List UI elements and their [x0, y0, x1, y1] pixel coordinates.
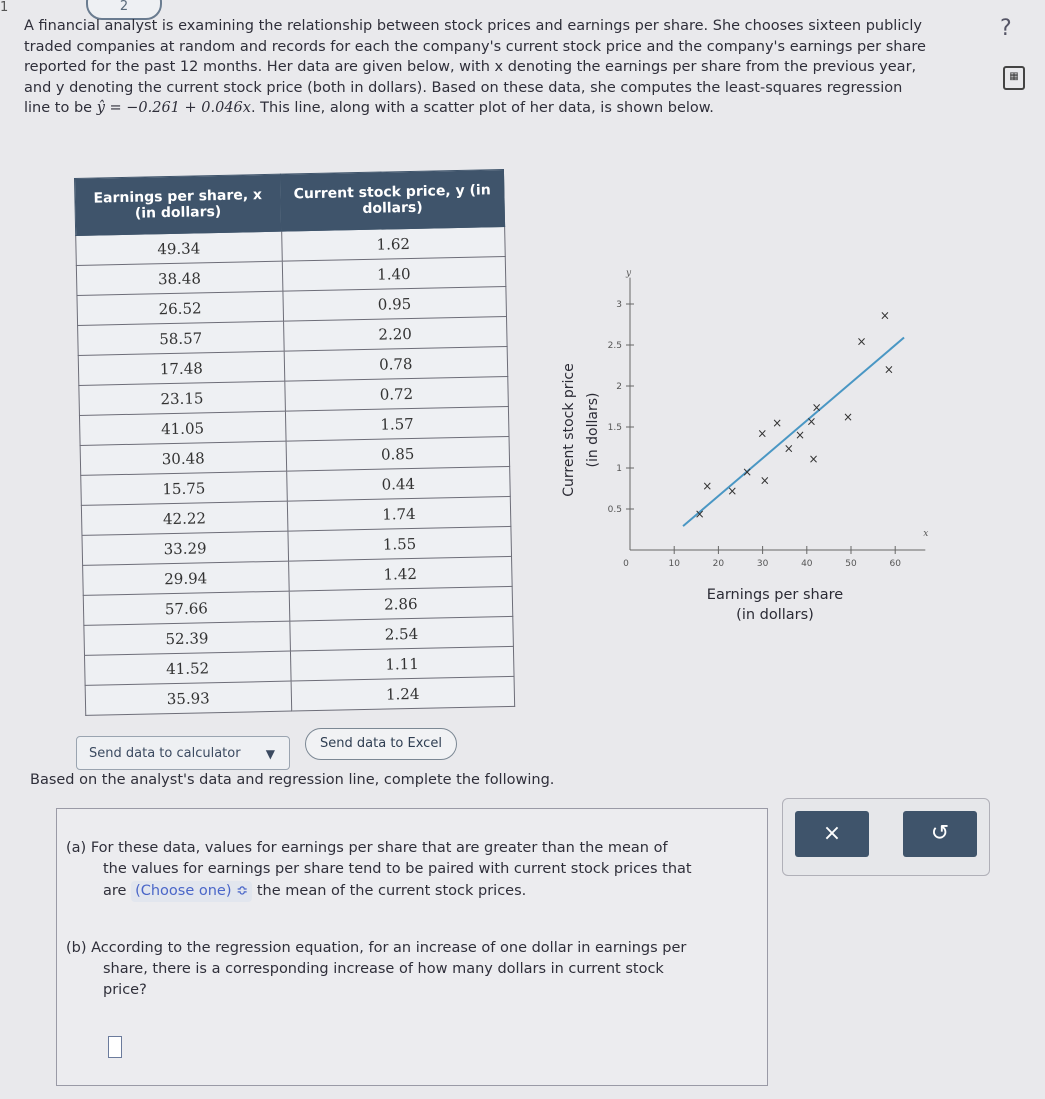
x-axis-symbol: x — [923, 529, 929, 539]
intro-text: . This line, along with a scatter plot of her data, is shown below. — [250, 100, 714, 116]
chevron-down-icon: ▼ — [265, 747, 275, 761]
stock-price-cell: 2.54 — [289, 616, 513, 651]
earnings-cell: 42.22 — [81, 501, 287, 535]
data-point: × — [811, 400, 822, 415]
stock-price-cell: 1.11 — [290, 646, 514, 681]
data-point: × — [702, 479, 713, 494]
earnings-cell: 26.52 — [77, 291, 283, 325]
stock-price-cell: 1.42 — [288, 556, 512, 591]
question-a-text: are — [103, 883, 127, 899]
earnings-cell: 29.94 — [83, 561, 289, 595]
question-a-text: the values for earnings per share tend to be paired with current stock prices that — [103, 861, 692, 877]
stock-price-cell: 1.24 — [291, 676, 515, 711]
data-point: × — [806, 414, 817, 429]
intro-line — [24, 98, 954, 119]
question-a-label: (a) — [66, 840, 87, 856]
earnings-cell: 33.29 — [82, 531, 288, 565]
data-point: × — [727, 483, 738, 498]
stock-price-cell: 1.55 — [288, 526, 512, 561]
stock-price-cell: 0.95 — [283, 286, 507, 321]
question-a-text: the mean of the current stock prices. — [256, 883, 527, 899]
y-axis-symbol: y — [626, 268, 632, 279]
intro-line: and y denoting the current stock price (both in dollars). Based on these data, she computes the least-squares regression — [24, 79, 903, 96]
earnings-cell: 49.34 — [76, 231, 282, 265]
scatter-plot — [600, 260, 945, 580]
data-point: × — [783, 441, 794, 456]
question-b — [66, 938, 756, 1001]
y-axis-title-line2: (in dollars) — [585, 392, 601, 468]
question-b-label: (b) — [66, 940, 87, 956]
y-tick-label: 3 — [616, 300, 622, 310]
question-b-text: According to the regression equation, for an increase of one dollar in earnings per — [91, 940, 687, 956]
step-pill-button[interactable]: 2 — [86, 0, 162, 20]
data-point: × — [772, 415, 783, 430]
data-point: × — [795, 428, 806, 443]
x-tick-label: 50 — [845, 559, 857, 569]
stock-price-cell: 0.72 — [284, 376, 508, 411]
send-calc-label: Send data to calculator — [89, 746, 241, 761]
intro-line: traded companies at random and records for each the company's current stock price and the company's earnings per share — [24, 38, 926, 55]
x-axis-title-line2: (in dollars) — [736, 607, 814, 623]
y-tick-label: 1.5 — [607, 423, 622, 433]
regression-line — [683, 338, 904, 527]
data-table — [74, 169, 515, 716]
data-point: × — [843, 410, 854, 425]
help-icon[interactable]: ? — [1000, 16, 1012, 41]
instructions: Based on the analyst's data and regression line, complete the following. — [30, 772, 555, 788]
problem-statement — [24, 16, 954, 119]
regression-equation: ŷ = −0.261 + 0.046x — [96, 100, 251, 116]
stock-price-cell: 1.62 — [281, 226, 505, 261]
x-tick-label: 10 — [668, 559, 680, 569]
calculator-icon[interactable]: ▦ — [1003, 66, 1025, 90]
y-tick-label: 1 — [616, 464, 622, 474]
x-tick-label: 20 — [712, 559, 725, 569]
y-tick-label: 2 — [616, 382, 622, 392]
intro-line: A financial analyst is examining the relationship between stock prices and earnings per share. She chooses sixteen publicly — [24, 18, 922, 34]
stock-price-cell: 1.57 — [285, 406, 509, 441]
data-point: × — [742, 465, 753, 480]
earnings-cell: 41.05 — [79, 411, 285, 445]
earnings-cell: 38.48 — [76, 261, 282, 295]
stock-price-cell: 1.40 — [282, 256, 506, 291]
answer-controls — [782, 798, 990, 876]
x-tick-label: 30 — [756, 559, 769, 569]
x-tick-label: 40 — [801, 559, 813, 569]
intro-text: line to be — [24, 100, 97, 116]
y-axis-title — [542, 362, 601, 512]
header-stock-price: Current stock price, y (in dollars) — [280, 170, 505, 232]
data-point: × — [883, 362, 894, 377]
x-axis-title — [690, 585, 860, 625]
data-point: × — [879, 308, 890, 323]
question-a — [66, 838, 756, 902]
data-point: × — [808, 451, 819, 466]
question-a-text: For these data, values for earnings per share that are greater than the mean of — [90, 840, 668, 856]
y-axis-title-line1: Current stock price — [561, 363, 577, 497]
earnings-cell: 17.48 — [78, 351, 284, 385]
earnings-cell: 58.57 — [78, 321, 284, 355]
stock-price-cell: 2.20 — [283, 316, 507, 351]
stock-price-cell: 0.78 — [284, 346, 508, 381]
send-to-excel-button[interactable]: Send data to Excel — [305, 728, 457, 760]
send-to-calculator-button[interactable] — [76, 736, 290, 770]
y-tick-label: 2.5 — [607, 341, 622, 351]
stock-price-cell: 0.44 — [286, 466, 510, 501]
data-point: × — [759, 473, 770, 488]
choose-one-select[interactable]: (Choose one) ≎ — [131, 881, 252, 902]
clear-button[interactable]: × — [795, 811, 869, 857]
data-point: × — [694, 506, 705, 521]
earnings-cell: 15.75 — [81, 471, 287, 505]
data-point: × — [757, 426, 768, 441]
earnings-cell: 23.15 — [79, 381, 285, 415]
question-b-text: price? — [103, 982, 147, 998]
answer-input[interactable] — [108, 1036, 122, 1058]
step-indicator: 1 — [0, 0, 9, 15]
earnings-cell: 52.39 — [84, 621, 290, 655]
x-axis-title-line1: Earnings per share — [706, 587, 844, 603]
stock-price-cell: 1.74 — [287, 496, 511, 531]
origin-label: 0 — [623, 559, 629, 569]
intro-line: reported for the past 12 months. Her data are given below, with x denoting the earnings per share from the previous year, — [24, 59, 917, 75]
stock-price-cell: 2.86 — [289, 586, 513, 621]
header-earnings: Earnings per share, x (in dollars) — [75, 174, 282, 235]
y-tick-label: 0.5 — [607, 505, 622, 515]
earnings-cell: 30.48 — [80, 441, 286, 475]
undo-button[interactable]: ↺ — [903, 811, 977, 857]
stock-price-cell: 0.85 — [286, 436, 510, 471]
earnings-cell: 57.66 — [83, 591, 289, 625]
earnings-cell: 41.52 — [84, 651, 290, 685]
question-b-text: share, there is a corresponding increase of how many dollars in current stock — [103, 961, 664, 977]
earnings-cell: 35.93 — [85, 681, 291, 715]
data-point: × — [856, 334, 867, 349]
x-tick-label: 60 — [889, 559, 901, 569]
